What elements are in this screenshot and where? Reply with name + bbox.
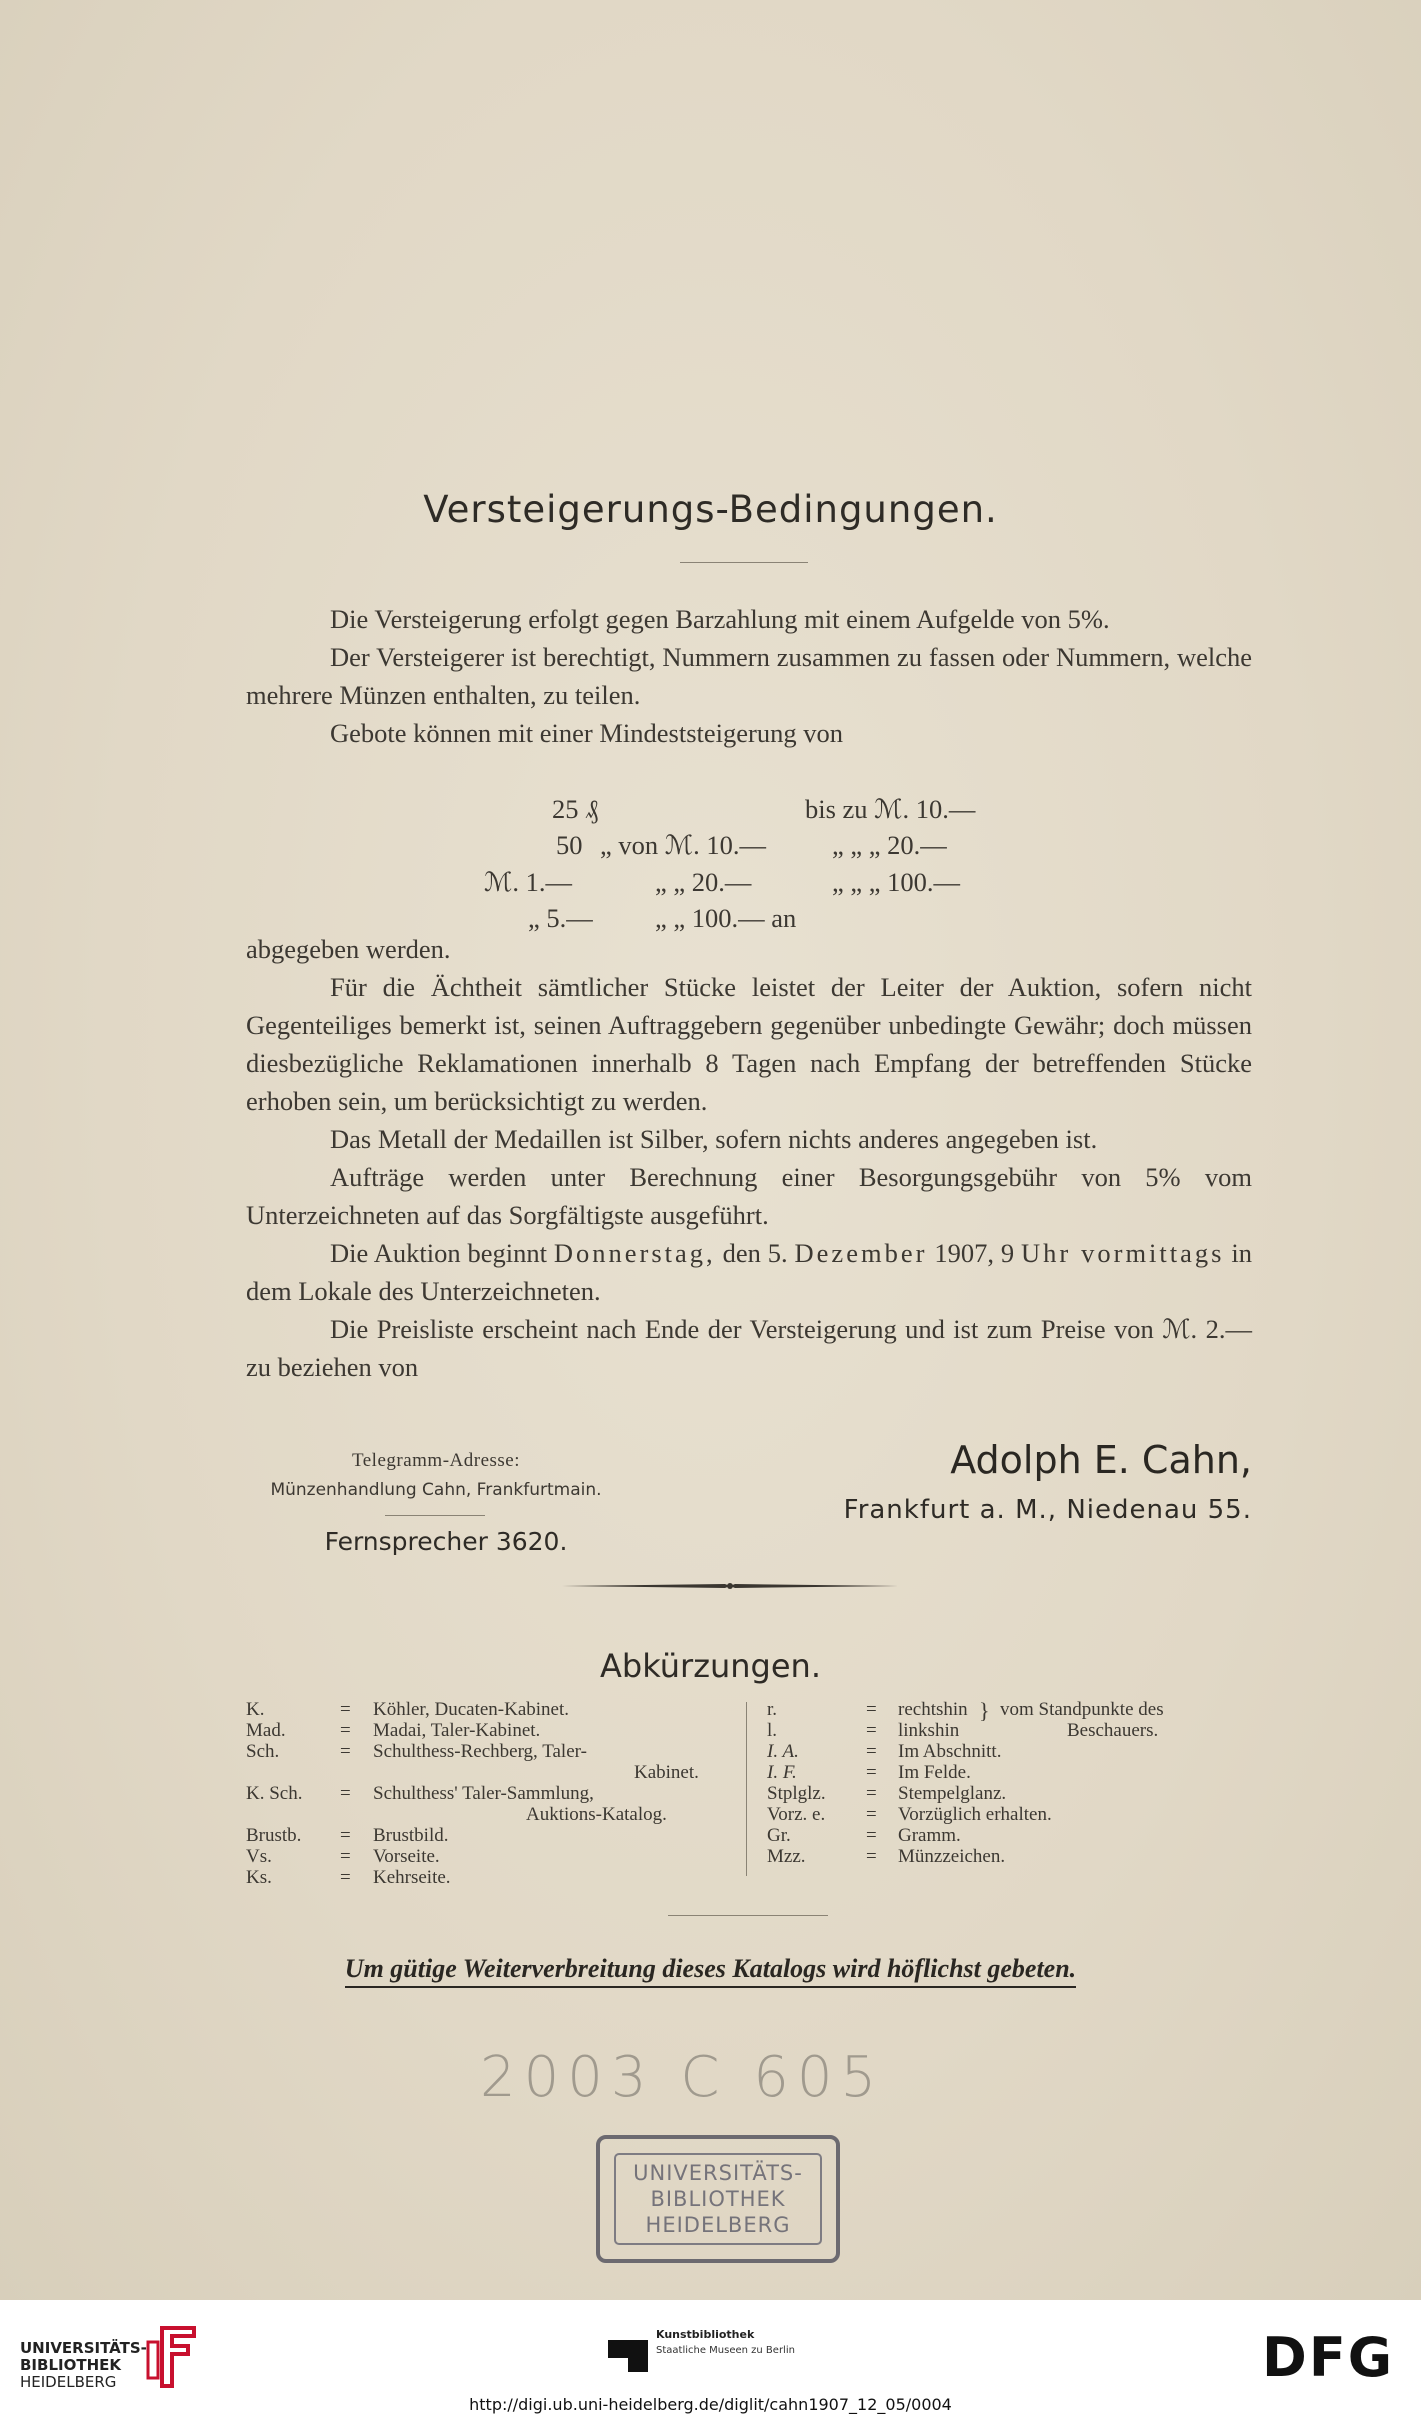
abbr-equals: =	[866, 1720, 877, 1741]
abbr-equals: =	[866, 1804, 877, 1825]
title-rule	[680, 562, 808, 563]
dealer-address: Frankfurt a. M., Niedenau 55.	[843, 1495, 1252, 1525]
schedule-cell: 50	[556, 830, 583, 860]
ub-heidelberg-logo[interactable]: UNIVERSITÄTS- BIBLIOTHEK HEIDELBERG	[20, 2339, 147, 2391]
abbr-meaning: Madai, Taler-Kabinet.	[373, 1720, 541, 1741]
abbr-equals: =	[866, 1762, 877, 1783]
abbreviations-rule	[668, 1915, 828, 1916]
abbr-term: r.	[767, 1699, 778, 1720]
abbr-term: K. Sch.	[246, 1783, 303, 1804]
abbr-meaning: Vorseite.	[373, 1846, 440, 1867]
kunstbibliothek-subtitle: Staatliche Museen zu Berlin	[656, 2345, 795, 2356]
kunstbibliothek-logo-icon	[608, 2332, 648, 2372]
abbr-meaning: Brustbild.	[373, 1825, 449, 1846]
abbr-equals: =	[866, 1699, 877, 1720]
abbr-equals: =	[340, 1825, 351, 1846]
schedule-cell: ℳ. 1.—	[484, 867, 572, 897]
schedule-cell: 25 ₰	[552, 794, 599, 824]
closing-request-text: Um gütige Weiterverbreitung dieses Katalogs wird höflichst gebeten.	[345, 1954, 1076, 1988]
digitization-footer	[0, 2300, 1421, 2415]
paragraph-surcharge: Die Versteigerung erfolgt gegen Barzahlung mit einem Aufgelde von 5%.	[330, 604, 1110, 634]
paragraph-metal: Das Metall der Medaillen ist Silber, sofern nichts anderes angegeben ist.	[330, 1124, 1098, 1154]
abbr-term: Brustb.	[246, 1825, 302, 1846]
abbr-term: Stplglz.	[767, 1783, 826, 1804]
abbr-term: K.	[246, 1699, 265, 1720]
paragraph-price-list: Die Preisliste erscheint nach Ende der Versteigerung und ist zum Preise von ℳ. 2.— zu beziehen von	[246, 1314, 1252, 1382]
library-stamp	[596, 2135, 840, 2263]
ub-heidelberg-emblem-icon	[142, 2322, 198, 2392]
abbr-term: I. A.	[767, 1741, 799, 1762]
abbr-meaning: Vorzüglich erhalten.	[898, 1804, 1052, 1825]
abbr-meaning: linkshin	[898, 1720, 960, 1741]
abbr-meaning: Gramm.	[898, 1825, 961, 1846]
closing-request	[0, 1954, 1421, 1984]
stamp-line: BIBLIOTHEK	[650, 2187, 786, 2211]
abbr-meaning: Auktions-Katalog.	[526, 1804, 667, 1825]
abbr-meaning: Münzzeichen.	[898, 1846, 1006, 1867]
abbr-meaning: Im Felde.	[898, 1762, 971, 1783]
dealer-name: Adolph E. Cahn,	[950, 1438, 1252, 1482]
abbr-term: I. F.	[767, 1762, 797, 1783]
abbr-equals: =	[340, 1867, 351, 1888]
abbr-brace-note: Beschauers.	[1067, 1720, 1159, 1741]
conditions-text-bottom	[246, 930, 1252, 1386]
abbr-term: l.	[767, 1720, 778, 1741]
abbr-brace-note: vom Standpunkte des	[1000, 1699, 1164, 1720]
schedule-cell: „ 5.—	[528, 903, 593, 933]
schedule-cell: bis zu ℳ. 10.—	[805, 794, 976, 824]
abbr-equals: =	[340, 1741, 351, 1762]
schedule-cell: „ „ „ 20.—	[832, 830, 947, 860]
abbr-term: Vs.	[246, 1846, 272, 1867]
abbr-meaning: Kabinet.	[634, 1762, 699, 1783]
paragraph-auction-date: Die Auktion beginnt Donnerstag, den 5. Dezember 1907, 9 Uhr vormittags in dem Lokale des Unterzeichneten.	[246, 1238, 1252, 1306]
abbr-equals: =	[340, 1720, 351, 1741]
abbr-meaning: Kehrseite.	[373, 1867, 451, 1888]
abbr-meaning: Schulthess-Rechberg, Taler-	[373, 1741, 587, 1762]
schedule-cell: „ „ 100.— an	[655, 903, 797, 933]
dfg-logo[interactable]: DFG	[1262, 2326, 1395, 2389]
permalink-url[interactable]: http://digi.ub.uni-heidelberg.de/diglit/cahn1907_12_05/0004	[469, 2395, 952, 2414]
schedule-cell: „ „ „ 100.—	[832, 867, 961, 897]
abbr-term: Ks.	[246, 1867, 272, 1888]
conditions-text-top	[246, 600, 1252, 752]
abbr-equals: =	[866, 1783, 877, 1804]
abbr-meaning: Köhler, Ducaten-Kabinet.	[373, 1699, 570, 1720]
abbr-equals: =	[340, 1846, 351, 1867]
telegram-label: Telegramm-Adresse:	[351, 1450, 521, 1471]
abbr-meaning: Stempelglanz.	[898, 1783, 1007, 1804]
kunstbibliothek-title: Kunstbibliothek	[656, 2328, 755, 2341]
stamp-line: HEIDELBERG	[645, 2213, 791, 2237]
abbr-equals: =	[340, 1783, 351, 1804]
abbr-meaning: Im Abschnitt.	[898, 1741, 1002, 1762]
handwritten-shelfmark: 2003 C 605	[480, 2045, 885, 2110]
abbreviations-heading: Abkürzungen.	[600, 1647, 821, 1685]
abbr-meaning: Schulthess' Taler-Sammlung,	[373, 1783, 594, 1804]
abbr-meaning: rechtshin	[898, 1699, 968, 1720]
abbr-equals: =	[340, 1699, 351, 1720]
brace-icon: }	[979, 1698, 990, 1723]
paragraph-bids-outro: abgegeben werden.	[246, 934, 451, 964]
paragraph-lots: Der Versteigerer ist berechtigt, Nummern zusammen zu fassen oder Nummern, welche mehrere Münzen enthalten, zu teilen.	[246, 642, 1252, 710]
abbr-term: Mad.	[246, 1720, 286, 1741]
abbreviations-column-divider	[746, 1702, 747, 1876]
abbr-term: Sch.	[246, 1741, 280, 1762]
paragraph-bids-intro: Gebote können mit einer Mindeststeigerung von	[330, 718, 843, 748]
abbr-equals: =	[866, 1846, 877, 1867]
abbr-equals: =	[866, 1741, 877, 1762]
stamp-line: UNIVERSITÄTS-	[633, 2161, 803, 2185]
page-title: Versteigerungs-Bedingungen.	[423, 488, 998, 531]
schedule-cell: „ „ 20.—	[655, 867, 752, 897]
paragraph-guarantee: Für die Ächtheit sämtlicher Stücke leistet der Leiter der Auktion, sofern nicht Gegenteiliges bemerkt ist, seinen Auftraggebern gegenüber unbedingte Gewähr; doch müssen diesbezügliche Reklamationen innerhalb 8 Tagen nach Empfang der betreffenden Stücke erhoben sein, um berücksichtigt zu werden.	[246, 972, 1252, 1116]
telegram-address: Münzenhandlung Cahn, Frankfurtmain.	[270, 1480, 602, 1500]
schedule-cell: „ von ℳ. 10.—	[600, 830, 766, 860]
abbr-term: Vorz. e.	[767, 1804, 826, 1825]
contact-rule	[385, 1515, 485, 1516]
abbr-term: Gr.	[767, 1825, 791, 1846]
abbr-equals: =	[866, 1825, 877, 1846]
ornamental-divider	[560, 1578, 900, 1594]
abbr-term: Mzz.	[767, 1846, 806, 1867]
paragraph-commissions: Aufträge werden unter Berechnung einer Besorgungsgebühr von 5% vom Unterzeichneten auf das Sorgfältigste ausgeführt.	[246, 1162, 1252, 1230]
phone-number: Fernsprecher 3620.	[324, 1527, 568, 1556]
